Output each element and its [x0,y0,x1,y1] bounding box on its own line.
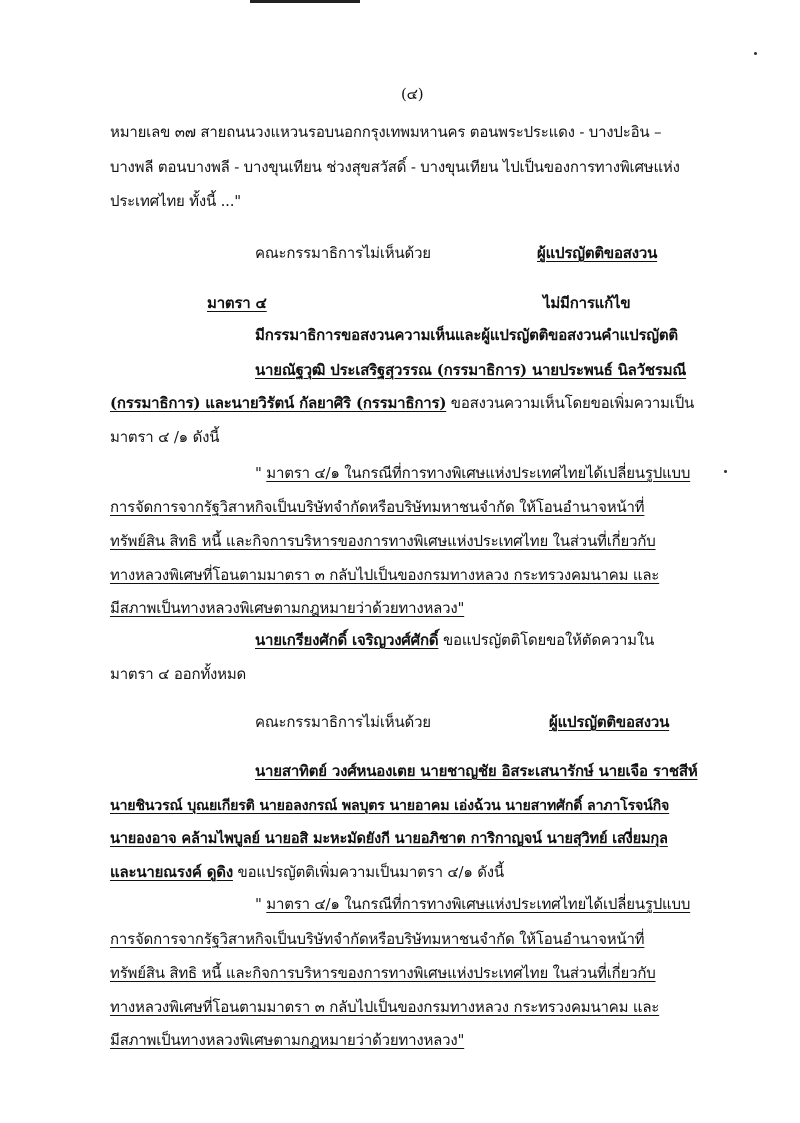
member-names: นายชินวรณ์ บุณยเกียรติ นายอลงกรณ์ พลบุตร นายอาคม เอ่งฉ้วน นายสาทศักดิ์ ลาภาโรจน์กิจ [110,798,670,814]
quote-text: ทรัพย์สิน สิทธิ หนี้ และกิจการบริหารของการทางพิเศษแห่งประเทศไทย ในส่วนที่เกี่ยวกับ [110,532,656,550]
section-reference: มาตรา ๔ /๑ ดังนี้ [110,428,220,446]
quote-text: มีสภาพเป็นทางหลวงพิเศษตามกฎหมายว่าด้วยทางหลวง" [110,599,465,617]
quote-open: " [255,895,267,913]
member-names: นายสาทิตย์ วงศ์หนองเตย นายชาญชัย อิสระเสนารักษ์ นายเจือ ราชสีห์ [255,762,698,780]
reservation-intro: มีกรรมาธิการขอสงวนความเห็นและผู้แปรญัตติขอสงวนคำแปรญัตติ [255,326,678,344]
paragraph-line [255,630,654,650]
paragraph-line [110,862,504,882]
quote-line [255,894,690,914]
quote-text: ทางหลวงพิเศษที่โอนตามมาตรา ๓ กลับไปเป็นของกรมทางหลวง กระทรวงคมนาคม และ [110,566,660,584]
committee-resolution: คณะกรรมาธิการไม่เห็นด้วย [255,713,431,731]
reservation-status: ผู้แปรญัตติขอสงวน [549,713,670,731]
quote-line [255,463,690,483]
page-number: (๔) [401,85,424,103]
member-names: นายณัฐวุฒิ ประเสริฐสุวรรณ (กรรมาธิการ) นายประพนธ์ นิลวัชรมณี [255,361,687,379]
member-names: นายองอาจ คล้ามไพบูลย์ นายอสิ มะหะมัดยังกี นายอภิชาต การิกาญจน์ นายสุวิทย์ เสงี่ยมกุล [110,830,668,847]
quote-text: การจัดการจากรัฐวิสาหกิจเป็นบริษัทจำกัดหรือบริษัทมหาชนจำกัด ให้โอนอำนาจหน้าที่ [110,498,645,516]
section-heading: มาตรา ๔ [207,294,267,312]
reservation-text: ขอสงวนความเห็นโดยขอเพิ่มความเป็น [446,394,695,412]
top-rule [250,0,360,3]
amendment-text: ขอแปรญัตติโดยขอให้ตัดความใน [438,631,655,649]
section-reference: มาตรา ๔ ออกทั้งหมด [110,665,247,683]
member-name: และนายณรงค์ ดูดิง [110,863,233,881]
committee-resolution: คณะกรรมาธิการไม่เห็นด้วย [255,244,431,262]
quote-text: มีสภาพเป็นทางหลวงพิเศษตามกฎหมายว่าด้วยทางหลวง" [110,1031,465,1049]
amendment-status: ไม่มีการแก้ไข [543,294,631,312]
member-name: นายเกรียงศักดิ์ เจริญวงศ์ศักดิ์ [255,631,439,649]
quote-text: มาตรา ๔/๑ ในกรณีที่การทางพิเศษแห่งประเทศไทยได้เปลี่ยนรูปแบบ [266,895,691,913]
paragraph-line [110,393,694,413]
intro-line: ประเทศไทย ทั้งนี้ ..." [110,192,241,210]
quote-text: มาตรา ๔/๑ ในกรณีที่การทางพิเศษแห่งประเทศไทยได้เปลี่ยนรูปแบบ [266,464,691,482]
reservation-status: ผู้แปรญัตติขอสงวน [537,244,658,262]
quote-open: " [255,464,267,482]
intro-line: บางพลี ตอนบางพลี - บางขุนเทียน ช่วงสุขสวัสดิ์ - บางขุนเทียน ไปเป็นของการทางพิเศษแห่ง [110,158,680,176]
quote-text: ทางหลวงพิเศษที่โอนตามมาตรา ๓ กลับไปเป็นของกรมทางหลวง กระทรวงคมนาคม และ [110,998,660,1016]
quote-text: ทรัพย์สิน สิทธิ หนี้ และกิจการบริหารของการทางพิเศษแห่งประเทศไทย ในส่วนที่เกี่ยวกับ [110,964,656,982]
scan-speck [724,470,727,473]
intro-line: หมายเลข ๓๗ สายถนนวงแหวนรอบนอกกรุงเทพมหานคร ตอนพระประแดง - บางปะอิน – [110,123,662,141]
amendment-text: ขอแปรญัตติเพิ่มความเป็นมาตรา ๔/๑ ดังนี้ [232,863,504,881]
member-names: (กรรมาธิการ) และนายวิรัตน์ กัลยาศิริ (กรรมาธิการ) [110,394,447,412]
scan-speck [754,52,757,55]
quote-text: การจัดการจากรัฐวิสาหกิจเป็นบริษัทจำกัดหรือบริษัทมหาชนจำกัด ให้โอนอำนาจหน้าที่ [110,930,645,948]
